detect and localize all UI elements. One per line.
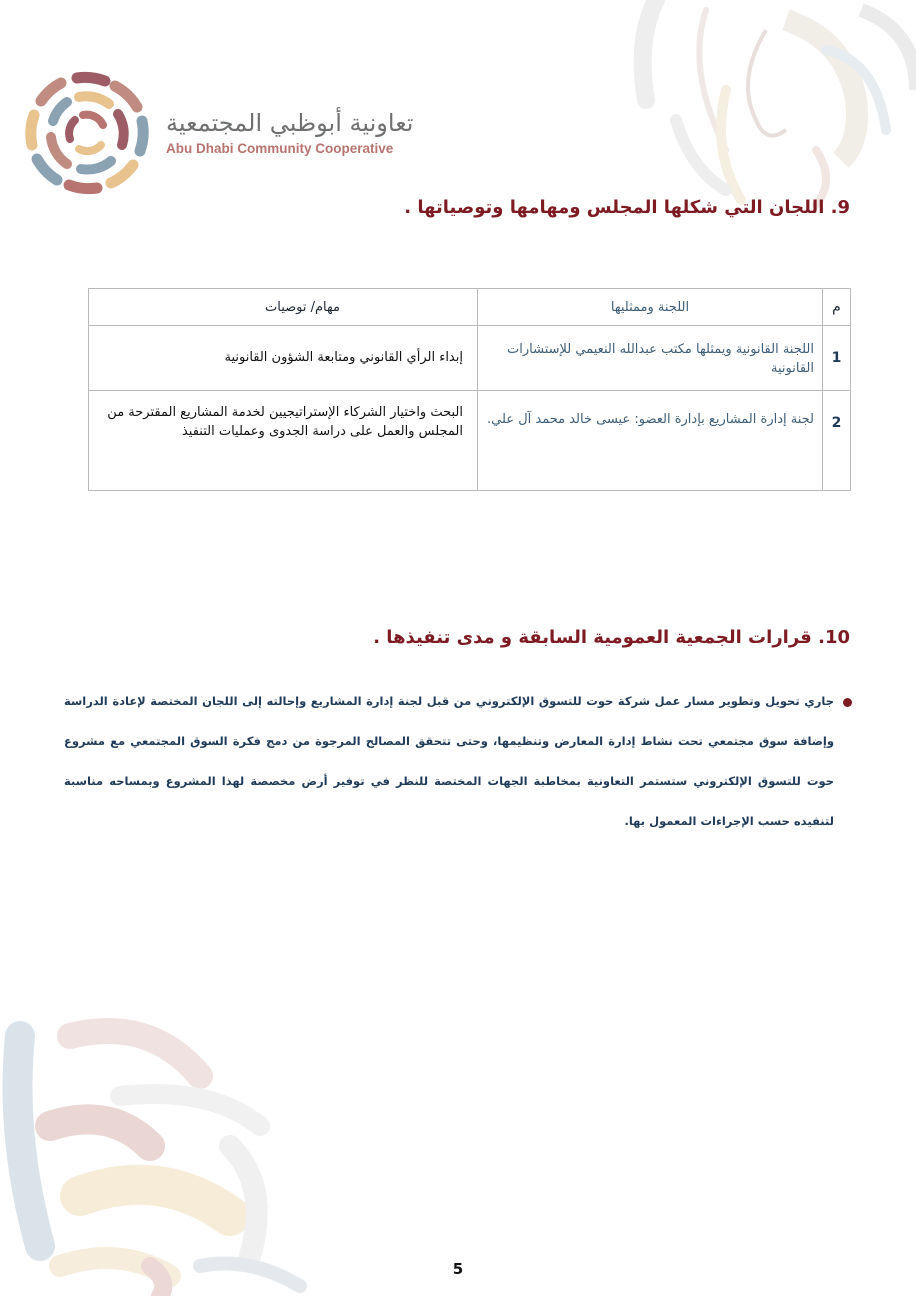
section-10-heading: 10. قرارات الجمعية العمومية السابقة و مدى تنفيذها . [373, 627, 850, 648]
row-num: 2 [823, 391, 851, 491]
bullet-icon [843, 698, 852, 707]
committees-table [88, 288, 851, 491]
header-tasks: مهام/ توصيات [89, 289, 478, 326]
row-num: 1 [823, 326, 851, 391]
section-10-paragraph-block [64, 681, 852, 841]
page-number: 5 [452, 1260, 464, 1278]
table-header-row [89, 289, 851, 326]
row-committee: لجنة إدارة المشاريع بإدارة العضو: عيسى خالد محمد آل علي. [478, 391, 823, 491]
table-row [89, 391, 851, 491]
header-num: م [823, 289, 851, 326]
section-10-paragraph: جاري تحويل وتطوير مسار عمل شركة حوت للتسوق الإلكتروني من قبل لجنة إدارة المشاريع وإحالته إلى اللجان المختصة لإعادة الدراسة وإضافة سوق مجتمعي تحت نشاط إدارة المعارض وتنظيمها، وحتى تتحقق المصالح المرجوة من دمج فكرة السوق المجتمعي مع مشروع حوت للتسوق الإلكتروني ستستمر التعاونية بمخاطبة الجهات المختصة للنظر في توفير أرض مخصصة لهذا المشروع وبمساحه مناسبة لتنفيده حسب الإجراءات المعمول بها. [64, 694, 834, 828]
decorative-arcs-bottom-left [0, 996, 360, 1296]
logo-name-english: Abu Dhabi Community Cooperative [166, 141, 394, 157]
decorative-arcs-top-right [616, 0, 916, 210]
row-tasks: البحث واختيار الشركاء الإستراتيجيين لخدمة المشاريع المقترحة من المجلس والعمل على دراسة الجدوى وعمليات التنفيذ [89, 391, 478, 491]
cooperative-logo-mark-icon [24, 70, 150, 196]
header-committee: اللجنة وممثليها [478, 289, 823, 326]
row-committee: اللجنة القانونية ويمثلها مكتب عبدالله النعيمي للإستشارات القانونية [478, 326, 823, 391]
row-tasks: إبداء الرأي القانوني ومتابعة الشؤون القانونية [89, 326, 478, 391]
cooperative-logo [24, 70, 413, 196]
logo-name-arabic: تعاونية أبوظبي المجتمعية [166, 108, 414, 137]
section-9-heading: 9. اللجان التي شكلها المجلس ومهامها وتوصياتها . [404, 197, 850, 218]
table-row [89, 326, 851, 391]
committees-table-container [88, 288, 851, 491]
